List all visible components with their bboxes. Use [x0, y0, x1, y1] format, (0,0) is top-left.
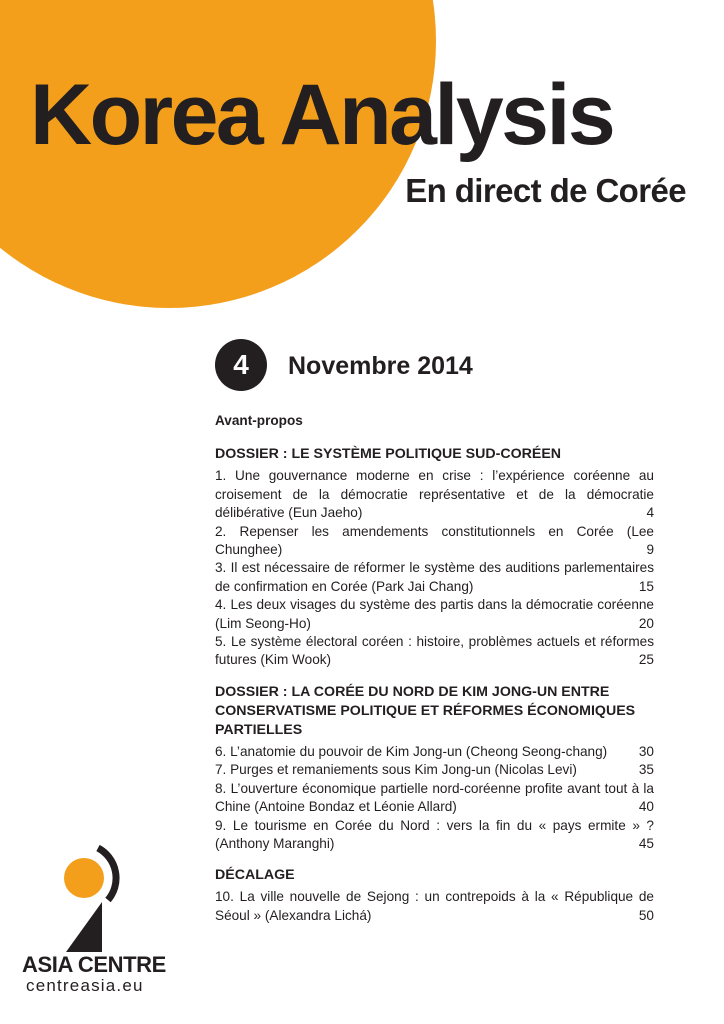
entry-page-number: 20 [638, 615, 654, 631]
toc-entry[interactable] [215, 817, 654, 854]
entry-title: 2. Repenser les amendements constitutionnels en Corée (Lee Chunghee) [215, 523, 654, 558]
toc-entry[interactable] [215, 780, 654, 817]
entry-title: 7. Purges et remaniements sous Kim Jong-un (Nicolas Levi) [215, 762, 577, 778]
entry-page-number: 25 [638, 652, 654, 668]
logo-name: ASIA CENTRE [22, 952, 166, 977]
entry-title: 1. Une gouvernance moderne en crise : l’expérience coréenne au croisement de la démocratie représentative et de la démocratie délibérative (Eun Jaeho) [215, 468, 654, 521]
page-title: Korea Analysis [30, 67, 614, 163]
section-title: DÉCALAGE [215, 867, 295, 884]
page-subtitle: En direct de Corée [405, 172, 686, 209]
issue-date: Novembre 2014 [288, 352, 473, 380]
table-of-contents [215, 412, 654, 938]
toc-entry[interactable] [215, 743, 654, 761]
toc-section-decalage [215, 866, 654, 925]
toc-entry[interactable] [215, 888, 654, 925]
toc-entry[interactable] [215, 467, 654, 522]
toc-foreword[interactable]: Avant-propos [215, 413, 303, 428]
entry-page-number: 35 [638, 762, 654, 778]
issue-number-badge: 4 [215, 339, 267, 391]
entry-page-number: 30 [638, 743, 654, 759]
toc-section-south-korea [215, 445, 654, 669]
toc-entry[interactable] [215, 761, 654, 779]
entry-title: 5. Le système électoral coréen : histoire, problèmes actuels et réformes futures (Kim Wook) [215, 634, 654, 668]
section-title: DOSSIER : LA CORÉE DU NORD DE KIM JONG-UN ENTRE CONSERVATISME POLITIQUE ET RÉFORMES ÉCONOMIQUES PARTIELLES [215, 683, 636, 738]
entry-title: 9. Le tourisme en Corée du Nord : vers la fin du « pays ermite » ? (Anthony Maranghi) [215, 817, 654, 851]
entry-page-number: 9 [646, 542, 654, 558]
entry-page-number: 15 [638, 578, 654, 594]
entry-title: 8. L’ouverture économique partielle nord-coréenne profite avant tout à la Chine (Antoine Bondaz et Léonie Allard) [215, 780, 654, 815]
toc-entry[interactable] [215, 633, 654, 670]
entry-page-number: 40 [638, 799, 654, 815]
entry-page-number: 45 [638, 835, 654, 851]
entry-title: 4. Les deux visages du système des partis dans la démocratie coréenne (Lim Seong-Ho) [215, 597, 654, 631]
toc-section-north-korea [215, 683, 654, 853]
section-title: DOSSIER : LE SYSTÈME POLITIQUE SUD-CORÉEN [215, 446, 562, 463]
entry-title: 3. Il est nécessaire de réformer le système des auditions parlementaires de confirmation en Corée (Park Jai Chang) [215, 560, 654, 594]
entry-page-number: 50 [638, 907, 654, 923]
toc-entry[interactable] [215, 596, 654, 633]
toc-entry[interactable] [215, 559, 654, 596]
logo-url[interactable]: centreasia.eu [26, 976, 144, 995]
entry-title: 10. La ville nouvelle de Sejong : un contrepoids à la « République de Séoul » (Alexandra Lichá) [215, 889, 654, 923]
toc-entry[interactable] [215, 523, 654, 560]
entry-page-number: 4 [646, 505, 654, 521]
entry-title: 6. L’anatomie du pouvoir de Kim Jong-un (Cheong Seong-chang) [215, 743, 608, 759]
